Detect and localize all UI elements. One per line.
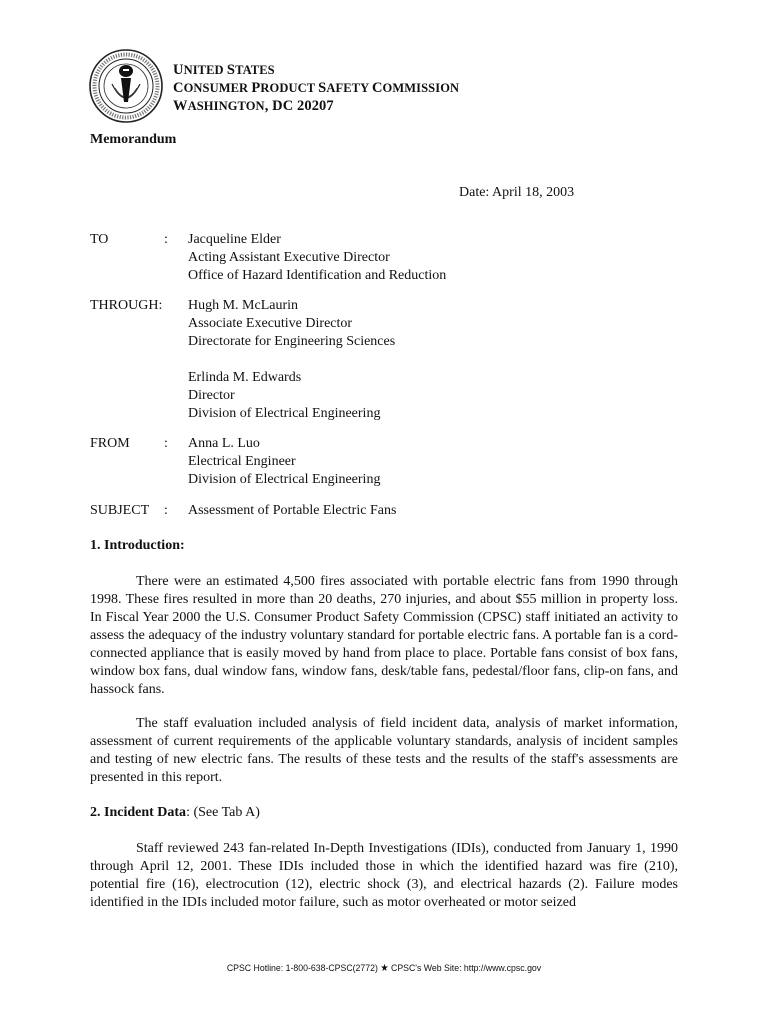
agency-line-3: WASHINGTON, DC 20207 — [173, 98, 334, 114]
to-name: Jacqueline Elder — [188, 232, 281, 247]
to-colon: : — [164, 232, 168, 247]
through2-office: Division of Electrical Engineering — [188, 406, 381, 421]
from-office: Division of Electrical Engineering — [188, 472, 381, 487]
introduction-paragraph-2: The staff evaluation included analysis of field incident data, analysis of market information, assessment of current requirements of the applicable voluntary standards, analysis of incident samples and testing of new electric fans. The results of these tests and the results of the staff's assessments are presented in this report. — [90, 716, 678, 785]
through-name: Hugh M. McLaurin — [188, 298, 299, 313]
through-label: THROUGH: — [90, 298, 163, 313]
footer-hotline: CPSC Hotline: 1-800-638-CPSC(2772) — [226, 963, 378, 974]
star-icon: ★ — [380, 963, 389, 974]
memo-title: Memorandum — [90, 132, 177, 147]
from-title: Electrical Engineer — [188, 454, 296, 469]
introduction-paragraph-1: There were an estimated 4,500 fires associated with portable electric fans from 1990 through 1998. These fires resulted in more than 20 deaths, 270 injuries, and about $55 million in property loss. In Fiscal Year 2000 the U.S. Consumer Product Safety Commission (CPSC) staff initiated an activity to assess the adequacy of the industry voluntary standard for portable electric fans. A portable fan is a cord-connected appliance that is easily moved by hand from place to place. Portable fans consist of box fans, window box fans, dual window fans, window fans, desk/table fans, pedestal/floor fans, clip-on fans, and hassock fans. — [90, 574, 678, 697]
footer-website[interactable]: CPSC's Web Site: http://www.cpsc.gov — [391, 963, 542, 974]
agency-line-2: CONSUMER PRODUCT SAFETY COMMISSION — [173, 80, 460, 96]
from-name: Anna L. Luo — [188, 436, 260, 451]
agency-block — [173, 61, 459, 115]
page-footer — [31, 963, 738, 974]
incident-data-heading: 2. Incident Data: (See Tab A) — [90, 805, 260, 820]
agency-line-1: UNITED STATES — [173, 62, 275, 78]
cpsc-seal-icon — [88, 48, 164, 124]
introduction-heading: 1. Introduction: — [90, 538, 185, 553]
from-label: FROM — [90, 436, 130, 451]
to-title: Acting Assistant Executive Director — [188, 250, 390, 265]
through-office: Directorate for Engineering Sciences — [188, 334, 396, 349]
subject-colon: : — [164, 503, 168, 518]
incident-data-paragraph-1: Staff reviewed 243 fan-related In-Depth Investigations (IDIs), conducted from January 1, 1990 through April 12, 2001. These IDIs included those in which the identified hazard was fire (210), potential fire (16), electrocution (12), electric shock (3), and electrical hazards (2). Failure modes identified in the IDIs included motor failure, such as motor overheated or motor seized — [90, 841, 678, 910]
through2-title: Director — [188, 388, 235, 403]
subject-value: Assessment of Portable Electric Fans — [188, 503, 397, 518]
to-office: Office of Hazard Identification and Reduction — [188, 268, 447, 283]
to-label: TO — [90, 232, 109, 247]
from-colon: : — [164, 436, 168, 451]
through2-name: Erlinda M. Edwards — [188, 370, 302, 385]
through-title: Associate Executive Director — [188, 316, 353, 331]
memo-date: Date: April 18, 2003 — [459, 185, 575, 200]
subject-label: SUBJECT — [90, 503, 150, 518]
